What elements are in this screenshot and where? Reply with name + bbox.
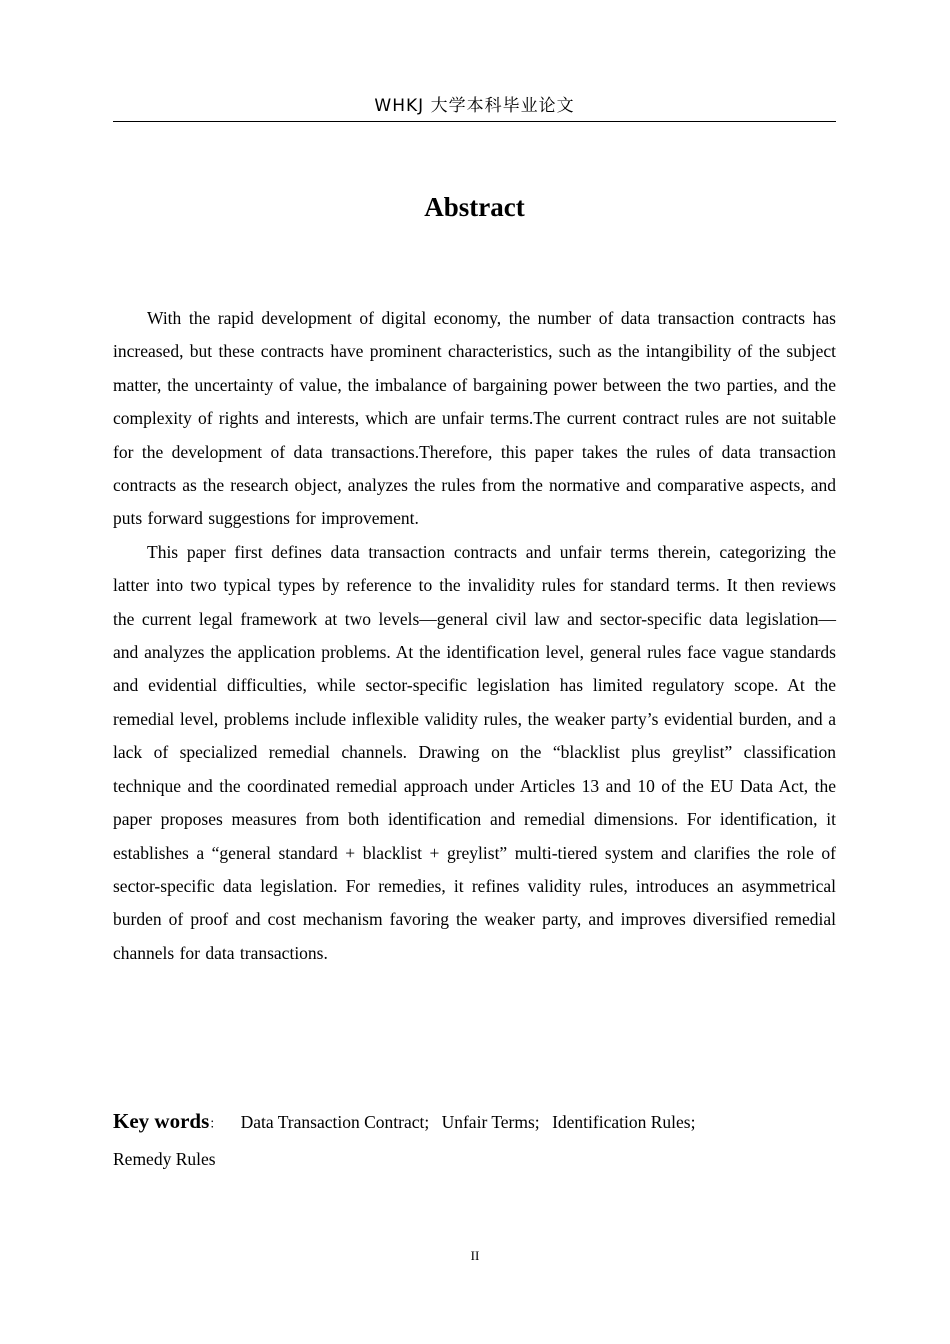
keywords-colon: ： — [209, 1117, 223, 1132]
page-number: II — [470, 1248, 480, 1263]
page-header — [113, 94, 836, 122]
keyword-item: Identification Rules; — [552, 1112, 696, 1132]
keyword-item: Unfair Terms; — [441, 1112, 540, 1132]
abstract-body — [113, 302, 836, 970]
keyword-item: Remedy Rules — [113, 1149, 216, 1169]
abstract-title: Abstract — [424, 192, 525, 222]
keywords-section — [113, 1104, 836, 1176]
header-title: WHKJ 大学本科毕业论文 — [374, 96, 575, 116]
abstract-paragraph-2: This paper first defines data transaction contracts and unfair terms therein, categorizing the latter into two typical types by reference to the invalidity rules for standard terms. It then reviews the current legal framework at two levels—general civil law and sector-specific data legislation—and analyzes the application problems. At the identification level, general rules face vague standards and evidential difficulties, while sector-specific legislation has limited regulatory scope. At the remedial level, problems include inflexible validity rules, the weaker party’s evidential burden, and a lack of specialized remedial channels. Drawing on the “blacklist plus greylist” classification technique and the coordinated remedial approach under Articles 13 and 10 of the EU Data Act, the paper proposes measures from both identification and remedial dimensions. For identification, it establishes a “general standard + blacklist + greylist” multi-tiered system and clarifies the role of sector-specific data legislation. For remedies, it refines validity rules, introduces an asymmetrical burden of proof and cost mechanism favoring the weaker party, and improves diversified remedial channels for data transactions. — [113, 541, 836, 963]
keyword-item: Data Transaction Contract; — [240, 1112, 430, 1132]
abstract-paragraph-1: With the rapid development of digital economy, the number of data transaction contracts has increased, but these contracts have prominent characteristics, such as the intangibility of the subject matter, the uncertainty of value, the imbalance of bargaining power between the two parties, and the complexity of rights and interests, which are unfair terms.The current contract rules are not suitable for the development of data transactions.Therefore, this paper takes the rules of data transaction contracts as the research object, analyzes the rules from the normative and comparative aspects, and puts forward suggestions for improvement. — [113, 308, 836, 529]
keywords-label: Key words — [113, 1109, 210, 1133]
